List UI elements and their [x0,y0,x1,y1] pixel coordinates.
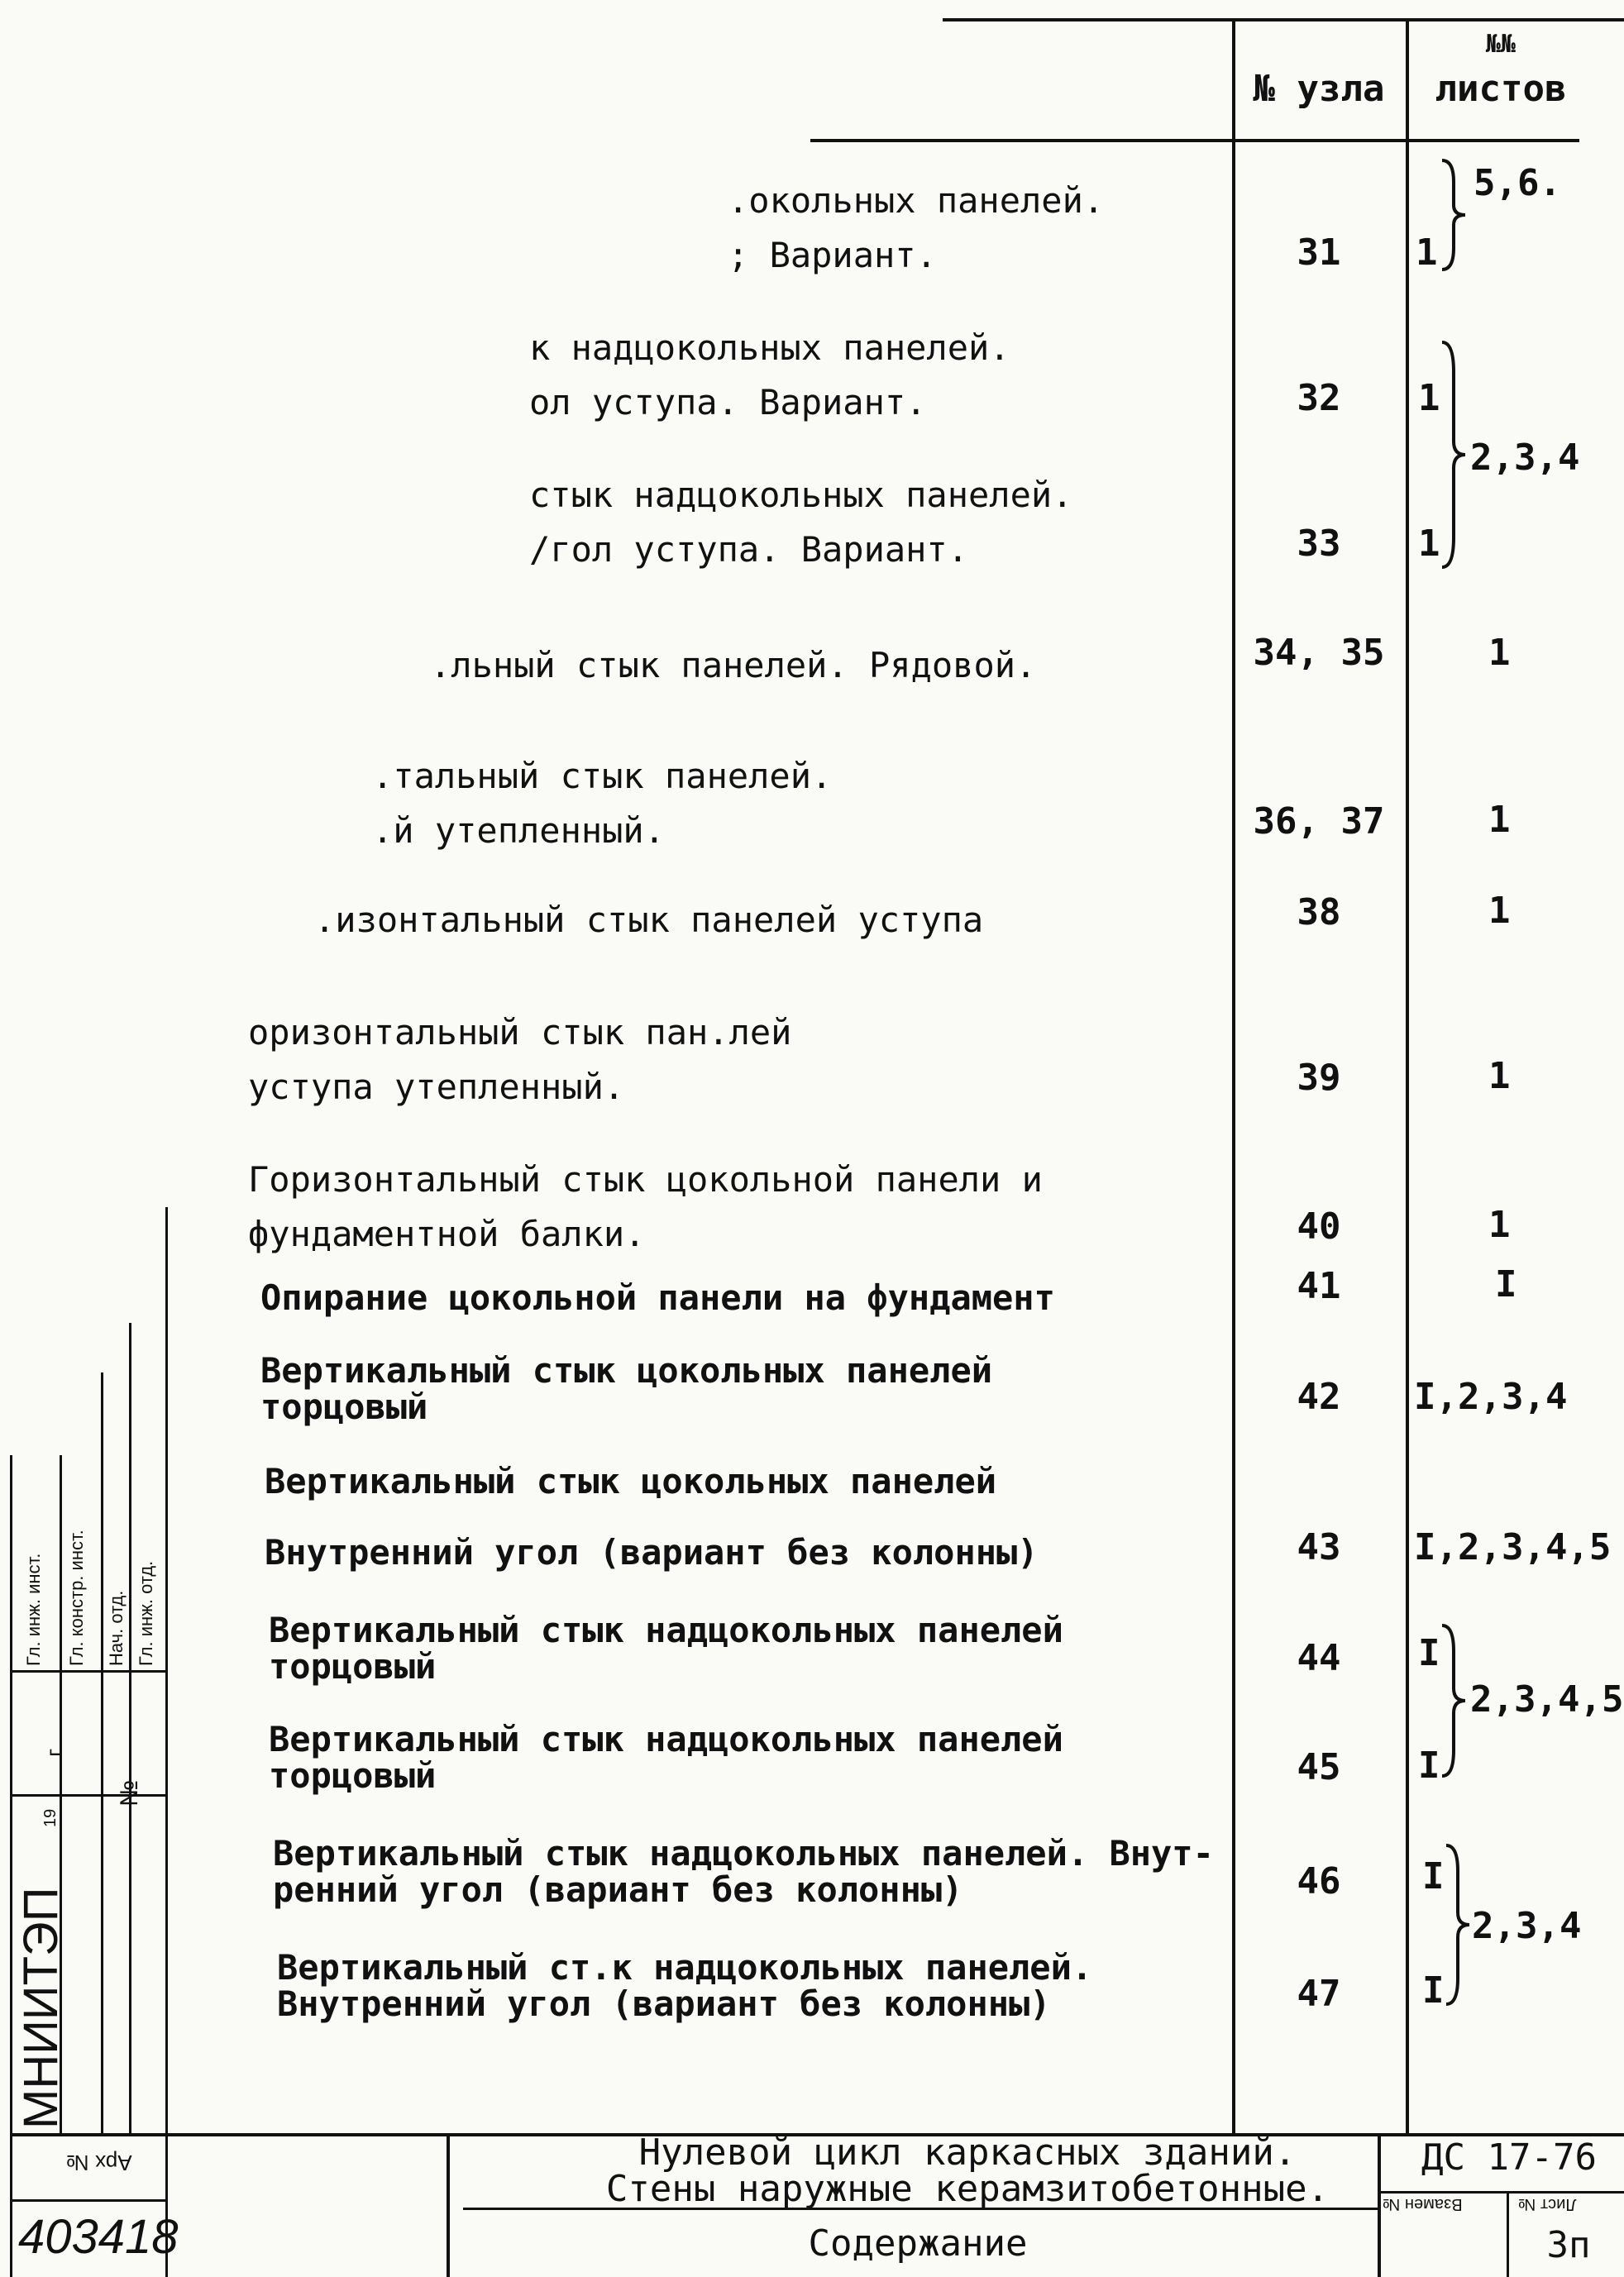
stamp-divider [101,1372,103,2133]
row-node: 41 [1297,1265,1341,1307]
sheet-label: Лист № [1518,2195,1577,2213]
row-sheets: I,2,3,4,5 [1414,1526,1612,1568]
brace-icon [1439,157,1472,273]
row-sheets: 1 [1488,1055,1511,1097]
row-sheets: 1 [1488,632,1511,674]
row-node: 42 [1297,1376,1341,1418]
stamp-rule [10,1670,167,1673]
row-sheets: 1 [1488,890,1511,932]
stamp-divider [129,1323,131,2133]
stamp-num-mark: № [116,1779,143,1807]
row-desc: .изонтальный стык панелей уступа [314,900,984,940]
stamp-year-mark: 19 [41,1808,60,1827]
row-desc: .льный стык панелей. Рядовой. [430,645,1037,685]
node-column-left-border [1232,18,1235,2135]
row-node: 34, 35 [1253,632,1385,674]
brace-mark: 1 [1418,377,1440,419]
brace-mark: I [1418,1632,1440,1674]
row-node: 40 [1297,1205,1341,1248]
row-desc: к надцокольных панелей. ол уступа. Вариант. [529,327,1010,422]
row-sheets: I,2,3,4 [1414,1376,1568,1418]
row-node: 31 [1297,232,1341,274]
row-sheets: 1 [1488,799,1511,841]
row-node: 43 [1297,1526,1341,1568]
row-desc: .тальный стык панелей. .й утепленный. [372,756,833,851]
row-node: 46 [1297,1860,1341,1902]
row-desc: стык надцокольных панелей. /гол уступа. Вариант. [529,475,1073,570]
row-node: 38 [1297,891,1341,933]
brace-icon [1443,1842,1476,2007]
title-line-3: Содержание [808,2222,1028,2265]
row-desc: Вертикальный стык надцокольных панелей торцовый [269,1719,1063,1796]
stamp-role: Нач. отд. [106,1590,127,1666]
stamp-g-mark: г. [41,1745,67,1757]
brace-mark: I [1422,1969,1445,2012]
row-desc: .окольных панелей. ; Вариант. [728,180,1105,275]
brace-icon [1439,339,1472,570]
replacement-label: Взамен № [1383,2195,1463,2213]
sheets-column-header-top: №№ [1485,30,1517,59]
stamp-org-name: МНИИТЭП [14,1887,68,2129]
row-node: 36, 37 [1253,800,1385,843]
row-node: 32 [1297,377,1341,419]
brace-mark: 1 [1418,523,1440,565]
header-rule [810,139,1579,142]
row-sheets: 1 [1488,1204,1511,1246]
sheets-column-header: листов [1435,68,1567,110]
row-sheets: 2,3,4 [1470,437,1580,479]
brace-icon [1439,1622,1472,1779]
stamp-outer-border [10,1455,12,2277]
row-desc: Вертикальный ст.к надцокольных панелей. Внутренний угол (вариант без колонны) [277,1947,1093,2024]
stamp-role: Гл. инж. отд. [136,1560,156,1666]
row-node: 39 [1297,1057,1341,1099]
stamp-divider [165,1207,168,2277]
row-sheets: 2,3,4 [1472,1905,1582,1947]
row-desc: Вертикальный стык цокольных панелей [265,1461,997,1501]
row-node: 44 [1297,1637,1341,1679]
sheets-column-left-border [1406,18,1409,2135]
title-line-1: Нулевой цикл каркасных зданий. [638,2131,1297,2174]
stamp-arch-label: Арх № [66,2150,132,2175]
row-desc: Вертикальный стык надцокольных панелей торцовый [269,1610,1063,1687]
row-node: 33 [1297,523,1341,565]
row-desc: Горизонтальный стык цокольной панели и фундаментной балки. [248,1159,1043,1254]
row-node: 47 [1297,1973,1341,2015]
row-sheets: I [1495,1263,1517,1306]
stamp-arch-number: 403418 [18,2210,179,2264]
row-desc: Опирание цокольной панели на фундамент [260,1277,1055,1318]
brace-mark: I [1418,1745,1440,1787]
node-column-header: № узла [1253,68,1385,110]
row-node: 45 [1297,1746,1341,1788]
document-code: ДС 17-76 [1421,2136,1597,2179]
title-line-2: Стены наружные керамзитобетонные. [605,2168,1330,2210]
sheet-number: 3п [1546,2224,1591,2266]
stamp-role: Гл. констр. инст. [66,1530,87,1666]
row-sheets: 5,6. [1474,162,1561,204]
row-desc: Вертикальный стык надцокольных панелей. Внут- ренний угол (вариант без колонны) [273,1833,1214,1910]
brace-mark: 1 [1416,232,1438,274]
row-sheets: 2,3,4,5 [1470,1678,1624,1721]
brace-mark: I [1422,1855,1445,1897]
stamp-arch-rule [10,2199,167,2202]
stamp-role: Гл. инж. инст. [23,1553,44,1666]
top-rule [943,18,1624,21]
row-desc: оризонтальный стык пан.лей уступа утепленный. [248,1012,792,1107]
row-desc: Внутренний угол (вариант без колонны) [265,1532,1039,1573]
row-desc: Вертикальный стык цокольных панелей торцовый [260,1350,993,1427]
